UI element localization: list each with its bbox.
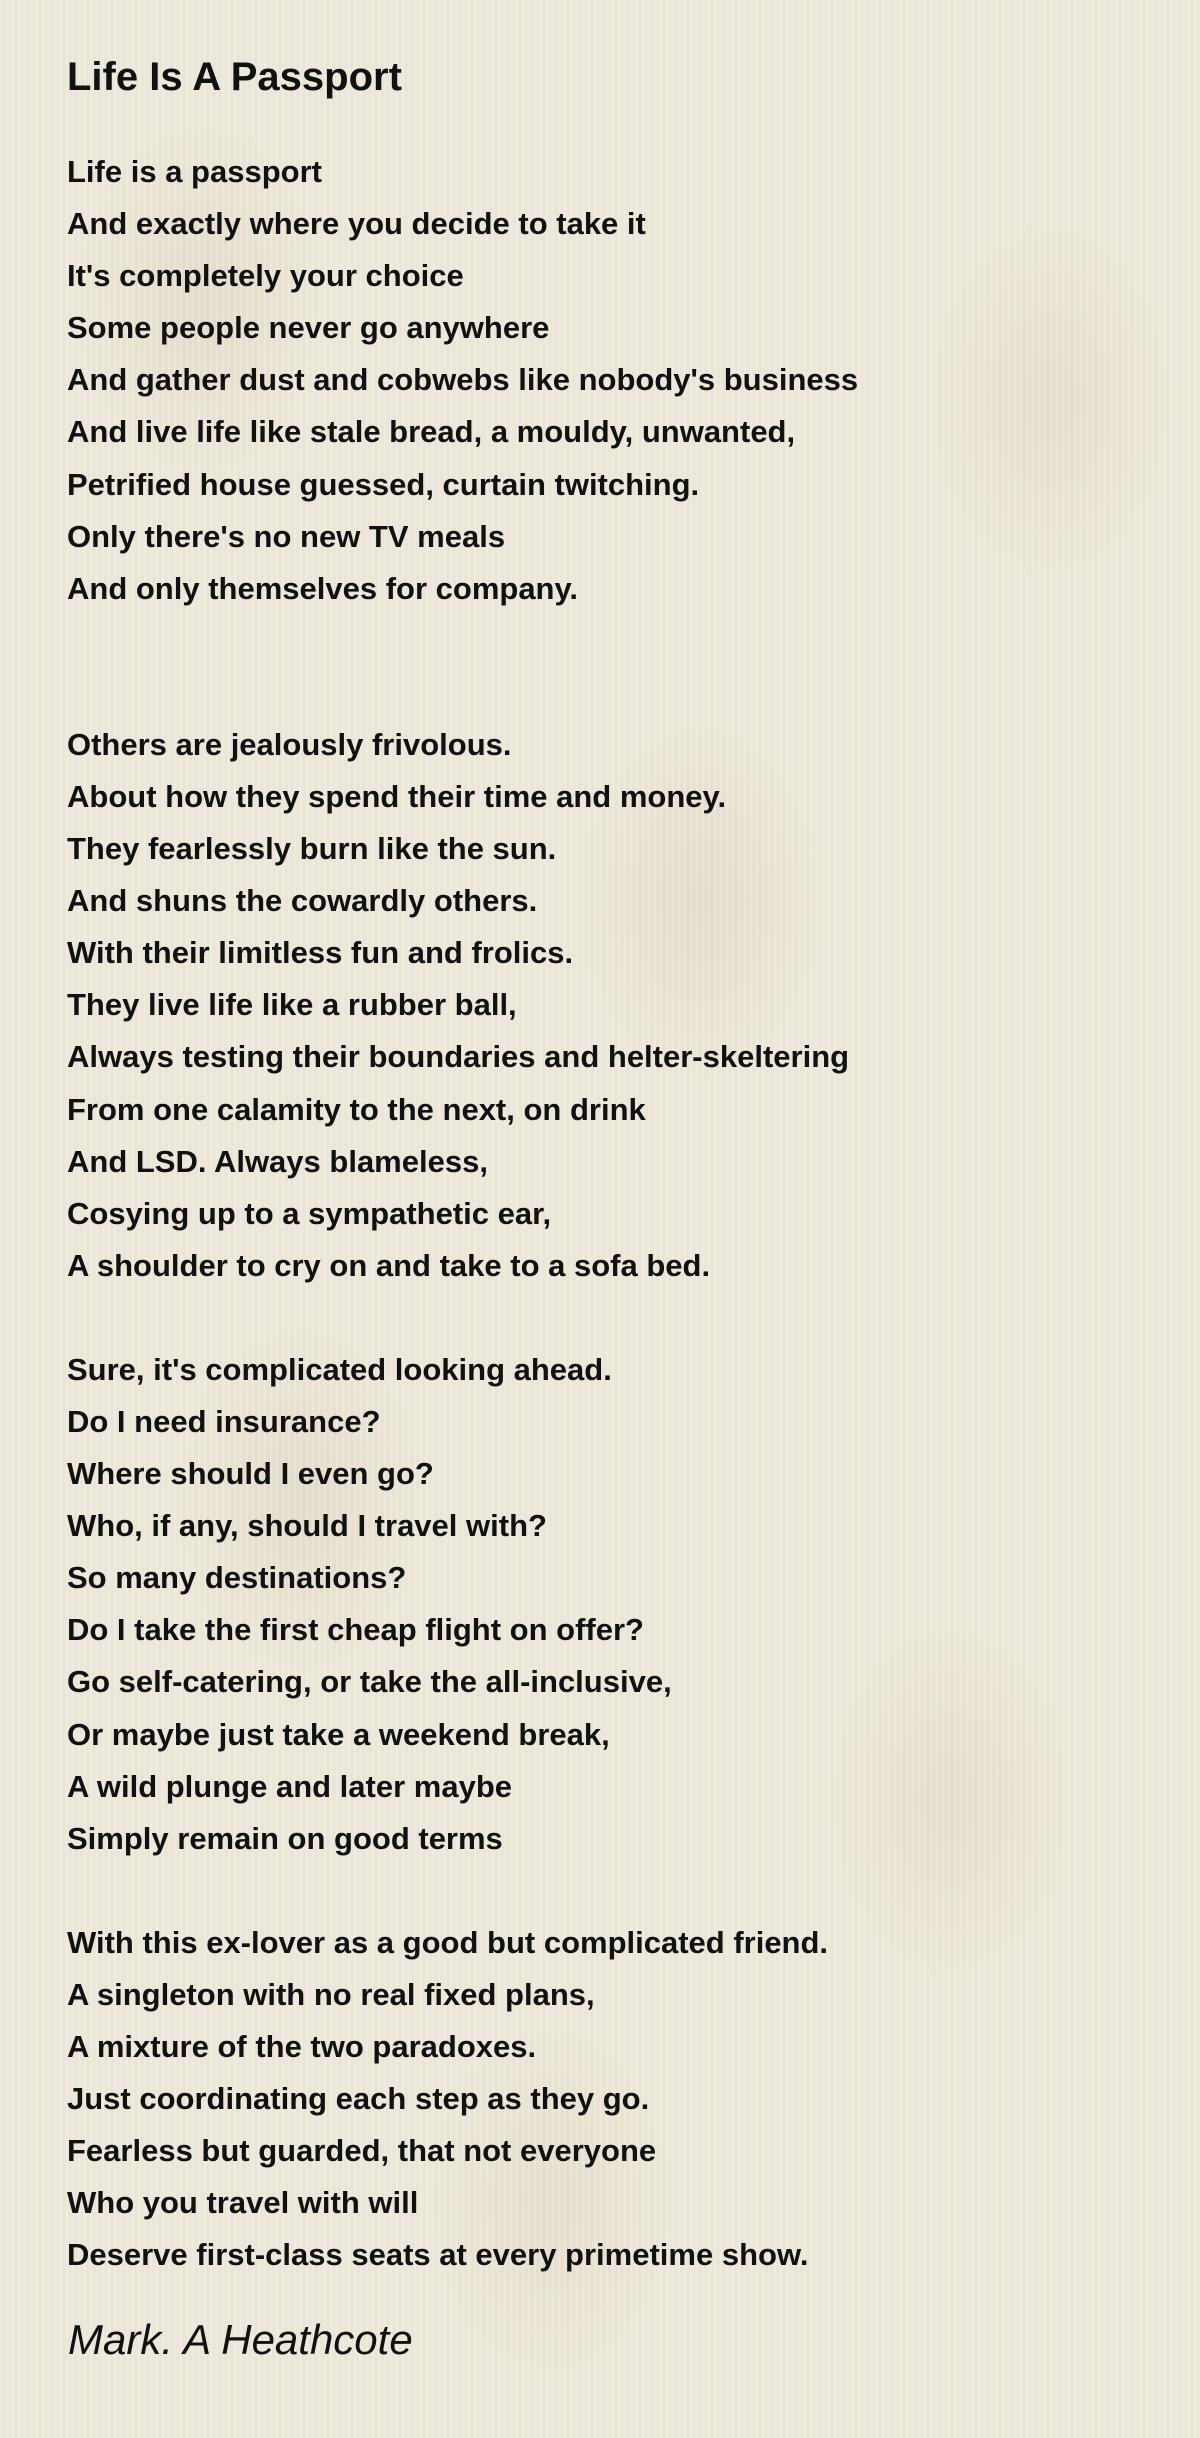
poem-line: And exactly where you decide to take it	[67, 206, 646, 242]
poem-line: Cosying up to a sympathetic ear,	[67, 1195, 552, 1231]
poem-line: So many destinations?	[67, 1560, 407, 1596]
stanza-break	[67, 1865, 1147, 1917]
poem-line: Do I need insurance?	[67, 1403, 381, 1439]
poem-line: A singleton with no real fixed plans,	[67, 1976, 595, 2012]
poem-line: And LSD. Always blameless,	[67, 1143, 488, 1179]
poem-author: Mark. A Heathcote	[68, 2316, 413, 2363]
poem-line: Just coordinating each step as they go.	[67, 2081, 650, 2117]
poem-body	[67, 146, 1147, 2281]
poem-line: Who, if any, should I travel with?	[67, 1508, 547, 1544]
poem-line: And gather dust and cobwebs like nobody's business	[67, 362, 859, 398]
poem-line: They fearlessly burn like the sun.	[67, 831, 557, 867]
poem-page	[67, 48, 1147, 2281]
poem-line: From one calamity to the next, on drink	[67, 1091, 646, 1127]
poem-line: Others are jealously frivolous.	[67, 726, 512, 762]
poem-line: Do I take the first cheap flight on offer?	[67, 1612, 644, 1648]
poem-line: Only there's no new TV meals	[67, 518, 506, 554]
poem-line: Sure, it's complicated looking ahead.	[67, 1351, 612, 1387]
poem-line: And only themselves for company.	[67, 570, 579, 606]
poem-title: Life Is A Passport	[67, 55, 402, 99]
poem-line: Deserve first-class seats at every primetime show.	[67, 2237, 809, 2273]
poem-line: Life is a passport	[67, 154, 322, 189]
poem-line: And shuns the cowardly others.	[67, 883, 538, 919]
stanza-break	[67, 615, 1147, 719]
poem-line: And live life like stale bread, a mouldy, unwanted,	[67, 414, 796, 450]
poem-line: Some people never go anywhere	[67, 310, 550, 346]
stanza-4	[67, 1917, 1147, 2282]
stanza-3	[67, 1344, 1147, 1865]
stanza-1	[67, 146, 1147, 615]
poem-line: Always testing their boundaries and helter-skeltering	[67, 1039, 850, 1075]
poem-line: Or maybe just take a weekend break,	[67, 1716, 610, 1752]
poem-line: Who you travel with will	[67, 2185, 419, 2221]
poem-line: A wild plunge and later maybe	[67, 1768, 512, 1804]
poem-line: It's completely your choice	[67, 258, 464, 294]
poem-line: About how they spend their time and money.	[67, 778, 727, 814]
poem-line: With their limitless fun and frolics.	[67, 935, 574, 971]
stanza-2	[67, 719, 1147, 1292]
poem-line: Simply remain on good terms	[67, 1820, 503, 1856]
poem-line: With this ex-lover as a good but complicated friend.	[67, 1924, 829, 1960]
poem-line: They live life like a rubber ball,	[67, 987, 517, 1023]
poem-line: Fearless but guarded, that not everyone	[67, 2133, 657, 2169]
stanza-break	[67, 1292, 1147, 1344]
poem-line: Petrified house guessed, curtain twitching.	[67, 466, 700, 502]
poem-line: A shoulder to cry on and take to a sofa bed.	[67, 1247, 711, 1283]
poem-line: A mixture of the two paradoxes.	[67, 2029, 537, 2064]
poem-line: Where should I even go?	[67, 1456, 434, 1492]
poem-line: Go self-catering, or take the all-inclusive,	[67, 1664, 672, 1700]
